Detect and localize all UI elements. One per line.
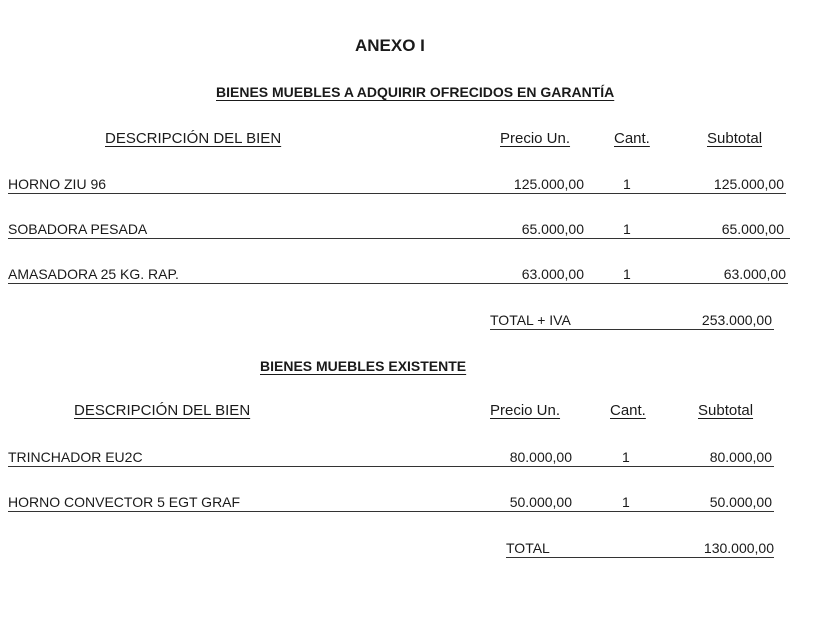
section1-total-rule (490, 329, 774, 330)
row-qty: 1 (623, 221, 631, 237)
section1-total-value: 253.000,00 (701, 312, 772, 328)
section1-heading: BIENES MUEBLES A ADQUIRIR OFRECIDOS EN GARANTÍA (216, 84, 615, 100)
section1-header-desc: DESCRIPCIÓN DEL BIEN (105, 130, 282, 147)
row-price: 65.000,00 (521, 221, 584, 237)
section1-header-qty: Cant. (614, 130, 650, 147)
page-title: ANEXO I (355, 36, 425, 55)
section2-total-rule (506, 557, 774, 558)
row-subtotal: 125.000,00 (713, 176, 784, 192)
row-qty: 1 (623, 266, 631, 282)
row-subtotal: 80.000,00 (709, 449, 772, 465)
section2-header-subtotal: Subtotal (698, 402, 754, 419)
section2-header-qty: Cant. (610, 402, 646, 419)
row-price: 80.000,00 (509, 449, 572, 465)
row-rule (8, 193, 786, 194)
row-subtotal: 50.000,00 (709, 494, 772, 510)
row-price: 50.000,00 (509, 494, 572, 510)
section1-header-price: Precio Un. (500, 130, 571, 147)
section1-total-label: TOTAL + IVA (490, 312, 571, 328)
section2-header-price: Precio Un. (490, 402, 561, 419)
row-rule (8, 511, 774, 512)
row-desc: HORNO ZIU 96 (8, 176, 107, 192)
section2-header-desc: DESCRIPCIÓN DEL BIEN (74, 402, 251, 419)
section2-total-value: 130.000,00 (703, 540, 774, 556)
row-qty: 1 (622, 449, 630, 465)
section2-heading: BIENES MUEBLES EXISTENTE (260, 358, 467, 374)
row-qty: 1 (622, 494, 630, 510)
section1-header-subtotal: Subtotal (707, 130, 763, 147)
row-rule (8, 238, 790, 239)
row-desc: AMASADORA 25 KG. RAP. (8, 266, 179, 282)
row-desc: TRINCHADOR EU2C (8, 449, 143, 465)
row-subtotal: 63.000,00 (723, 266, 786, 282)
row-desc: SOBADORA PESADA (8, 221, 148, 237)
row-rule (8, 466, 774, 467)
row-rule (8, 283, 788, 284)
row-price: 125.000,00 (513, 176, 584, 192)
section2-total-label: TOTAL (506, 540, 550, 556)
row-qty: 1 (623, 176, 631, 192)
row-price: 63.000,00 (521, 266, 584, 282)
row-desc: HORNO CONVECTOR 5 EGT GRAF (8, 494, 241, 510)
row-subtotal: 65.000,00 (721, 221, 784, 237)
